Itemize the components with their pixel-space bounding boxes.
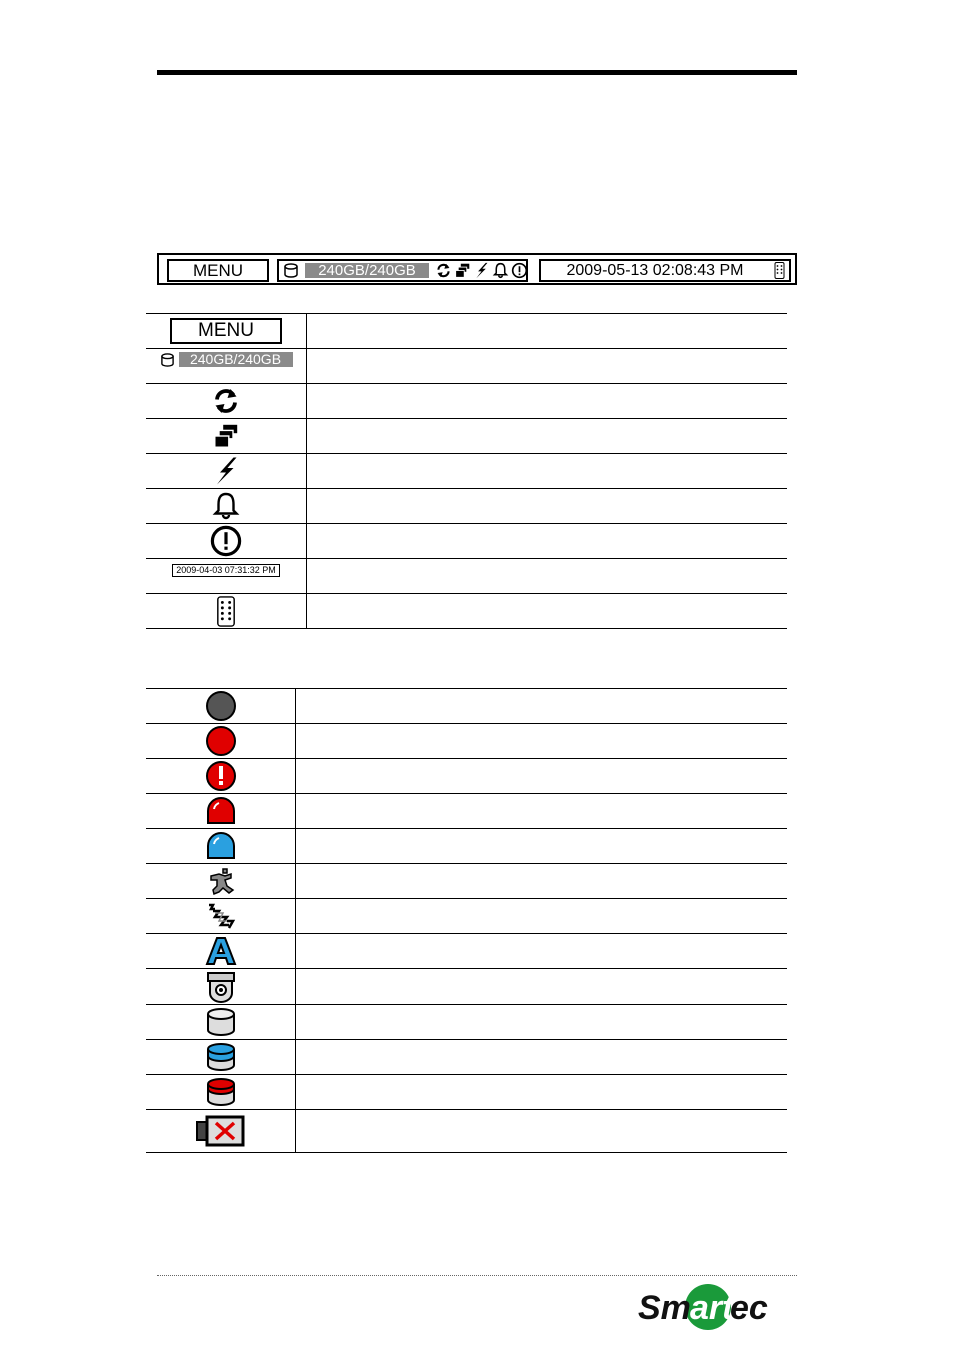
- alarm-bell-icon: [211, 491, 241, 521]
- disk-blue-icon: [205, 1042, 237, 1072]
- network-icon: [473, 262, 490, 279]
- svg-text:Sm: Sm: [638, 1289, 691, 1327]
- datetime-display: [539, 259, 791, 282]
- datetime-text: 2009-05-13 02:08:43 PM: [566, 262, 744, 279]
- table-row: [146, 384, 787, 419]
- table-row: [146, 594, 787, 629]
- blue-siren-icon: [205, 830, 237, 862]
- table-row: [146, 313, 787, 349]
- audio-icon: [205, 901, 237, 931]
- network-icon: [211, 456, 241, 486]
- table-row: [146, 524, 787, 559]
- gray-circle-icon: [205, 690, 237, 722]
- table-row: [146, 349, 787, 384]
- disk-gray-icon: [205, 1007, 237, 1037]
- smartec-logo: [636, 1283, 776, 1331]
- table-row: [146, 489, 787, 524]
- status-center: [277, 259, 528, 282]
- status-bar: [157, 253, 797, 285]
- menu-button[interactable]: MENU: [167, 259, 269, 282]
- hdd-icon: [283, 263, 299, 278]
- table-row: [146, 688, 787, 724]
- table-row: [146, 759, 787, 794]
- svg-text:ec: ec: [730, 1289, 768, 1327]
- remote-control-icon[interactable]: [774, 262, 785, 279]
- table-row: [146, 969, 787, 1005]
- warning-icon: [210, 525, 242, 557]
- window-icon: [212, 422, 240, 450]
- table-row: [146, 1040, 787, 1075]
- svg-text:art: art: [690, 1289, 734, 1327]
- remote-control-icon: [216, 596, 236, 627]
- warning-icon: [511, 262, 528, 279]
- table-row: [146, 724, 787, 759]
- alarm-bell-icon: [492, 262, 509, 279]
- table-row: [146, 864, 787, 899]
- status-legend-table: [146, 688, 787, 1153]
- sequence-icon: [210, 386, 242, 416]
- hdd-icon: [160, 353, 175, 367]
- table-row: [146, 1110, 787, 1153]
- motion-icon: [205, 866, 237, 896]
- sequence-icon: [435, 262, 452, 279]
- table-row: [146, 899, 787, 934]
- table-row: [146, 419, 787, 454]
- ptz-camera-icon: [205, 971, 237, 1003]
- window-icon: [454, 262, 471, 279]
- letter-a-icon: [205, 936, 237, 966]
- table-row: [146, 454, 787, 489]
- footer-rule: [157, 1275, 797, 1276]
- table-row: [146, 559, 787, 594]
- camera-x-icon: [195, 1114, 247, 1148]
- table-row: [146, 1075, 787, 1110]
- icon-legend-table: [146, 313, 787, 629]
- table-row: [146, 1005, 787, 1040]
- menu-button[interactable]: MENU: [170, 318, 282, 344]
- table-row: [146, 829, 787, 864]
- red-warning-circle-icon: [205, 760, 237, 792]
- top-rule: [157, 70, 797, 75]
- datetime-box: 2009-04-03 07:31:32 PM: [172, 564, 280, 577]
- hdd-capacity: 240GB/240GB: [179, 352, 293, 367]
- disk-red-icon: [205, 1077, 237, 1107]
- red-circle-icon: [205, 725, 237, 757]
- table-row: [146, 934, 787, 969]
- hdd-capacity: 240GB/240GB: [305, 263, 429, 278]
- red-siren-icon: [205, 795, 237, 827]
- table-row: [146, 794, 787, 829]
